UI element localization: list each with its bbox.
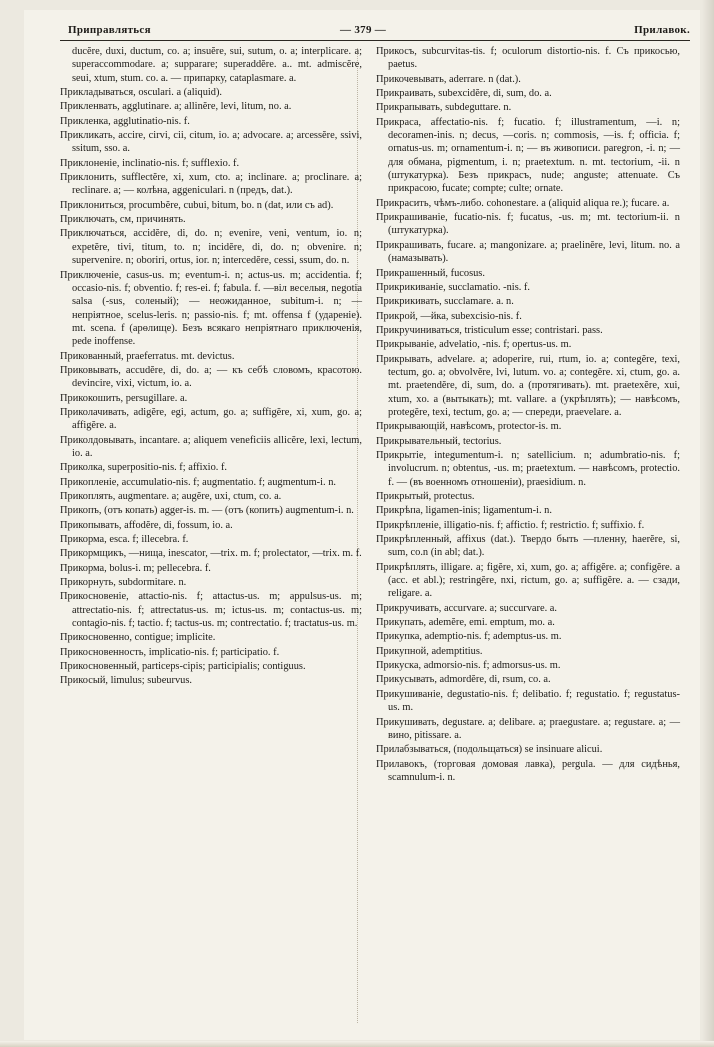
dictionary-entry: Прикленвать, agglutinare. a; allinĕre, levi, litum, no. a. (60, 101, 292, 113)
entry-headword: Прикормщикъ (60, 548, 124, 560)
entry-translation: ademĕre, emi. emptum, mo. a. (428, 617, 555, 629)
entry-headword: Прикупка (376, 631, 420, 643)
dictionary-entry: Прикрасить, чѣмъ-либо. cohonestare. a (aliquid aliqua re.); fucare. a. (376, 197, 670, 209)
entry-translation: см, причинять. (119, 214, 186, 226)
entry-headword: Прикрашивать (376, 239, 442, 251)
entry-translation: superpositio-nis. f; affixio. f. (107, 462, 228, 474)
entry-headword: Прикусывать (376, 674, 435, 686)
dictionary-entry: Прикорма, esca. f; illecebra. f. (60, 534, 189, 546)
dictionary-entry: Прикопъ, (отъ копать) agger-is. m. — (отъ (копить) augmentum-i. n. (60, 505, 354, 517)
entry-translation: affodĕre, di, fossum, io. a. (124, 519, 233, 531)
dictionary-entry: Прикосновенно, contigue; implicite. (60, 632, 216, 644)
dictionary-entry: Приковывать, accudĕre, di, do. a; — къ себѣ словомъ, красотою. devincire, vixi, victum, io. a. (60, 364, 362, 390)
entry-translation: succlamare. a. n. (444, 296, 514, 308)
entry-translation: tristiculum esse; contristari. pass. (464, 324, 603, 336)
entry-headword: Прикраивать (376, 88, 434, 100)
dictionary-entry: Прикрѣплять, illigare. a; figĕre, xi, xum, go. a; affigĕre. a; configĕre. a (acc. et abl.); restringĕre, nxi, rictum, go. a; suffigĕre. a. — сзади, religare. a. (376, 561, 680, 600)
entry-translation: admorsio-nis. f; admorsus-us. m. (423, 660, 561, 672)
entry-translation: accurvare. a; succurvare. a. (443, 602, 558, 614)
page-bottom-shadow (0, 1041, 714, 1047)
entry-translation: degustare. a; delibare. a; praegustare. a; regustare. a; — вино, pitissare. a. (388, 716, 680, 741)
entry-headword: Прикрывающій (376, 421, 446, 433)
entry-headword: Прикрѣпа (376, 505, 421, 517)
dictionary-entry: Прикормщикъ, —нища, inescator, —trix. m. f; prolectator, —trix. m. f. (60, 548, 362, 560)
dictionary-entry: Прикокошить, persugillare. a. (60, 392, 188, 404)
dictionary-entry: Прикосновенный, particeps-cipis; participialis; contiguus. (60, 661, 306, 673)
header-right-word: Прилавок. (634, 24, 690, 36)
entry-translation: accidĕre, di, do. n; evenire, veni, ventum, io. n; expetĕre, tivi, titum, to. n; incidĕre, di, do. n; obvenire. n; supervenire. n; oboriri, ortus, ior. n; intercedĕre, cessi, ssum, do. n. (72, 228, 362, 267)
entry-headword: Прикрѣплять (376, 561, 435, 573)
dictionary-entry: Приколка, superpositio-nis. f; affixio. f. (60, 462, 228, 474)
entry-headword: Прилавокъ (376, 758, 425, 770)
dictionary-entry: Прикрѣпленіе, illigatio-nis. f; affictio. f; restrictio. f; suffixio. f. (376, 519, 645, 531)
dictionary-entry: Прикосый, limulus; subeurvus. (60, 675, 192, 687)
entry-headword: Прилабзываться (376, 744, 449, 756)
entry-headword: Прикладываться (60, 87, 134, 99)
entry-headword: Прикоплять (60, 491, 113, 502)
dictionary-entry: Прикраса, affectatio-nis. f; fucatio. f; illustramentum, —i. n; decoramen-inis. n; decus, —coris. n; commosis, —is. f; officia. f; ornatus-us. m; ornamentum-i. n; — въ живописи. paregron, -i. n; — для обмана, pigmentum, i. n; praetextum. n. mt. tectorium, -ii. n (штукатурка). Безъ прикрасъ, nude; anguste; attenuate. Съ прикрасою, fucate; compte; culte; ornate. (376, 116, 680, 195)
entry-translation: agglutinatio-nis. f. (113, 115, 190, 127)
dictionary-entry: Приключаться, accidĕre, di, do. n; evenire, veni, ventum, io. n; expetĕre, tivi, titum, to. n; incidĕre, di, do. n; obvenire. n; supervenire. n; oboriri, ortus, ior. n; intercedĕre, cessi, ssum, do. n. (60, 228, 362, 267)
dictionary-entry: Прикопывать, affodĕre, di, fossum, io. a. (60, 519, 233, 531)
entry-headword: Прикосый (60, 675, 106, 687)
dictionary-entry: Прикорнуть, subdormitare. n. (60, 577, 187, 589)
entry-headword: Прикушиваніе (376, 688, 441, 700)
dictionary-entry: Прикрывательный, tectorius. (376, 435, 502, 447)
dictionary-entry: Прикрикиваніе, succlamatio. -nis. f. (376, 281, 530, 293)
entry-translation: —йка, subexcisio-nis. f. (420, 310, 522, 322)
entry-headword: Прикрапывать (376, 102, 440, 114)
dictionary-entry: Приключеніе, casus-us. m; eventum-i. n; actus-us. m; accidentia. f; occasio-nis. f; obventio. f; res-ei. f; fabula. f. —віл веселыя, negotia salsa (-sus, соленый); — неожиданное, subitum-i. n; — непріятное, scelus-leris. n; passio-nis. f; mt. offensa f (удареніе). mt. scena. f (арѳлище). Безъ всякаго непріятнаго приключенія, pede inoffense. (60, 269, 362, 348)
entry-translation: augmentare. a; augĕre, uxi, ctum, co. a. (117, 491, 282, 502)
entry-translation: affectatio-nis. f; fucatio. f; illustramentum, —i. n; decoramen-inis. n; decus, —coris. n; commosis, —is. f; officia. f; ornatus-us. m; ornamentum-i. n; — въ живописи. paregron, -i. n; — для обмана, pigmentum, i. n; praetextum. n. mt. tectorium, -ii. n (штукатурка). Безъ прикрасъ, nude; anguste; attenuate. Съ прикрасою, fucate; compte; culte; ornate. (388, 116, 680, 195)
entry-translation: ademptitius. (431, 645, 483, 657)
dictionary-entry: Приклонить, sufflectĕre, xi, xum, cto. a; inclinare. a; proclinare. a; reclinare. a; — колѣна, aggeniculari. n (предъ, dat.). (60, 172, 362, 197)
dictionary-entry: Прилабзываться, (подольщаться) se insinuare alicui. (376, 744, 603, 756)
entry-headword: Прикосновеніе (60, 591, 127, 603)
entry-headword: Прикленка (60, 115, 109, 127)
entry-translation: praeferratus. mt. devictus. (126, 350, 235, 362)
entry-translation: fucosus. (450, 267, 485, 279)
dictionary-entry (60, 45, 362, 85)
entry-headword: Приклоненіе (60, 157, 117, 169)
dictionary-entry: Прикупной, ademptitius. (376, 645, 483, 657)
dictionary-entry: Прикручивать, accurvare. a; succurvare. a. (376, 602, 558, 614)
entry-translation: procumbĕre, cubui, bitum, bo. n (dat, или съ ad). (128, 199, 334, 211)
entry-headword: Прикосновенность (60, 646, 144, 658)
dictionary-entry: Приклониться, procumbĕre, cubui, bitum, bo. n (dat, или съ ad). (60, 199, 334, 211)
entry-headword: Прикопывать (60, 519, 119, 531)
entry-headword: Приключать (60, 214, 115, 226)
entry-translation: ademptio-nis. f; ademptus-us. m. (424, 631, 562, 643)
entry-headword: Прикопъ (60, 505, 99, 517)
entry-translation: чѣмъ-либо. cohonestare. a (aliquid aliqua re.); fucare. a. (433, 197, 670, 209)
dictionary-entry: Прикрытіе, integumentum-i. n; satellicium. n; adumbratio-nis. f; involucrum. n; obtentus, -us. m; praetextum. — навѣсомъ, protectio. f. — (въ военномъ отношеніи), praesidium. n. (376, 449, 680, 488)
entry-translation: subdeguttare. n. (445, 102, 512, 114)
entry-translation: (подольщаться) se insinuare alicui. (453, 744, 603, 756)
entry-translation: accumulatio-nis. f; augmentatio. f; augmentum-i. n. (121, 476, 337, 488)
dictionary-entry: Прикоплять, augmentare. a; augĕre, uxi, ctum, co. a. (60, 491, 282, 502)
entry-headword: Прикосъ (376, 46, 415, 57)
dictionary-entry: Прикрѣпленный, affixus (dat.). Твердо быть —пленну, haerĕre, si, sum, co.n (in abl; dat.). (376, 534, 680, 559)
entry-translation: (торговая домовая лавка), pergula. — для сидѣнья, scamnulum-i. n. (388, 758, 680, 783)
entry-translation: bolus-i. m; pellecebra. f. (109, 562, 211, 574)
dictionary-entry: Приколдовывать, incantare. a; aliquem veneficiis allicĕre, lexi, lectum, io. a. (60, 434, 362, 459)
entry-headword: Прикрытіе (376, 449, 424, 461)
entry-translation: particeps-cipis; participialis; contiguus. (141, 661, 306, 673)
dictionary-entry: Прикусывать, admordĕre, di, rsum, co. a. (376, 674, 551, 686)
entry-translation: protectus. (433, 491, 475, 502)
entry-translation: esca. f; illecebra. f. (109, 534, 189, 546)
entry-translation: integumentum-i. n; satellicium. n; adumbratio-nis. f; involucrum. n; obtentus, -us. m; praetextum. — навѣсомъ, protectio. f. — (въ военномъ отношеніи), praesidium. n. (388, 449, 680, 488)
dictionary-entry: Приключать, см, причинять. (60, 214, 186, 226)
page-edge-shadow (702, 0, 714, 1047)
entry-translation: persugillare. a. (125, 392, 188, 404)
entry-translation: casus-us. m; eventum-i. n; actus-us. m; accidentia. f; occasio-nis. f; obventio. f; res-ei. f; fabula. f. —віл веселыя, negotia salsa (-sus, соленый); — неожиданное, subitum-i. n; — непріятное, scelus-leris. n; passio-nis. f; mt. offensa f (удареніе). mt. scena. f (арѳлище). Безъ всякаго непріятнаго приключенія, pede inoffense. (72, 269, 362, 348)
entry-headword: Прикрой (376, 310, 416, 322)
dictionary-entry: Прикраивать, subexcidĕre, di, sum, do. a. (376, 88, 552, 100)
entry-translation: contigue; implicite. (134, 632, 216, 644)
dictionary-entry: Прилавокъ, (торговая домовая лавка), pergula. — для сидѣнья, scamnulum-i. n. (376, 758, 680, 783)
left-column (60, 45, 362, 689)
entry-headword: Приколачивать (60, 406, 127, 418)
entry-translation: subdormitare. n. (118, 577, 187, 589)
entry-headword: Прикрѣпленіе (376, 519, 439, 531)
entry-translation: agglutinare. a; allinĕre, levi, litum, no. a. (122, 101, 292, 113)
dictionary-entry: Прикручиниваться, tristiculum esse; contristari. pass. (376, 324, 603, 336)
entry-translation: fucatio-nis. f; fucatus, -us. m; mt. tectorium-ii. n (штукатурка). (388, 212, 681, 237)
entry-headword: Прикрикиваніе (376, 281, 444, 293)
entry-headword: Прикрикивать (376, 296, 440, 308)
entry-translation: osculari. a (aliquid). (138, 87, 223, 99)
dictionary-entry: Прикрашиваніе, fucatio-nis. f; fucatus, -us. m; mt. tectorium-ii. n (штукатурка). (376, 212, 681, 237)
entry-translation: —нища, inescator, —trix. m. f; prolectator, —trix. m. f. (128, 548, 362, 560)
entry-headword: Приклониться (60, 199, 124, 211)
entry-headword: Прикосновенно (60, 632, 130, 644)
entry-headword: Прикопленіе (60, 476, 117, 488)
entry-headword: Прикокошить (60, 392, 121, 404)
entry-headword: Прикупать (376, 617, 424, 629)
dictionary-entry: Прикликать, accire, cirvi, cii, citum, io. a; advocare. a; arcessĕre, ssivi, ssitum, sso. a. (60, 130, 362, 155)
dictionary-entry: Приклоненіе, inclinatio-nis. f; sufflexio. f. (60, 157, 240, 169)
entry-translation: tectorius. (462, 435, 502, 447)
entry-headword: Приковывать (60, 364, 119, 376)
entry-headword: Прикрываніе (376, 339, 434, 351)
entry-translation: subcurvitas-tis. f; oculorum distortio-nis. f. Съ прикосью, paetus. (388, 46, 680, 71)
entry-headword: Прикочевывать (376, 73, 444, 85)
entry-translation: ligamen-inis; ligamentum-i. n. (425, 505, 552, 517)
dictionary-entry: Прикуска, admorsio-nis. f; admorsus-us. m. (376, 660, 561, 672)
entry-translation: subexcidĕre, di, sum, do. a. (438, 88, 552, 100)
entry-headword: Приколдовывать (60, 434, 134, 446)
dictionary-entry: Прикованный, praeferratus. mt. devictus. (60, 350, 235, 362)
entry-translation: illigare. a; figĕre, xi, xum, go. a; affigĕre. a; configĕre. a (acc. et abl.); restringĕre, nxi, rictum, go. a; suffigĕre. a. — сзади, religare. a. (388, 561, 680, 600)
entry-headword: Прикленвать (60, 101, 118, 113)
dictionary-entry: Прикленка, agglutinatio-nis. f. (60, 115, 190, 127)
entry-headword: Прикорнуть (60, 577, 114, 589)
dictionary-entry: Приколачивать, adigĕre, egi, actum, go. a; suffigĕre, xi, xum, go. a; affigĕre. a. (60, 406, 362, 432)
entry-translation: aderrare. n (dat.). (449, 73, 521, 85)
dictionary-entry: Прикупать, ademĕre, emi. emptum, mo. a. (376, 617, 555, 629)
dictionary-entry: Прикушиваніе, degustatio-nis. f; delibatio. f; regustatio. f; regustatus-us. m. (376, 688, 681, 714)
entry-translation: admordĕre, di, rsum, co. a. (439, 674, 551, 686)
entry-translation: accudĕre, di, do. a; — къ себѣ словомъ, красотою. devincire, vixi, victum, io. a. (72, 364, 362, 390)
dictionary-entry: Прикосъ, subcurvitas-tis. f; oculorum distortio-nis. f. Съ прикосью, paetus. (376, 46, 680, 71)
page-number: — 379 — (340, 24, 387, 36)
entry-headword: Прикорма (60, 562, 105, 574)
dictionary-entry: Прикрашивать, fucare. a; mangonizare. a; praelinĕre, levi, litum. no. a (намазывать). (376, 239, 680, 265)
header-rule (60, 40, 690, 41)
entry-translation: (отъ копать) agger-is. m. — (отъ (копить) augmentum-i. n. (104, 505, 354, 517)
entry-translation: affixus (dat.). Твердо быть —пленну, haerĕre, si, sum, co.n (in abl; dat.). (388, 534, 680, 559)
dictionary-entry: Прикушивать, degustare. a; delibare. a; praegustare. a; regustare. a; — вино, pitissare. a. (376, 716, 680, 741)
dictionary-entry: Прикрикивать, succlamare. a. n. (376, 296, 514, 308)
dictionary-entry: Прикрапывать, subdeguttare. n. (376, 102, 512, 114)
entry-translation: succlamatio. -nis. f. (448, 281, 530, 293)
entry-headword: Прикрасить (376, 197, 429, 209)
entry-headword: Приколка (60, 462, 103, 474)
entry-translation: accire, cirvi, cii, citum, io. a; advocare. a; arcessĕre, ssivi, ssitum, sso. a. (72, 130, 362, 155)
entry-headword: Прикручивать (376, 602, 439, 614)
entry-translation: implicatio-nis. f; participatio. f. (148, 646, 280, 658)
entry-headword: Прикрѣпленный (376, 534, 450, 546)
entry-headword: Прикосновенный (60, 661, 137, 673)
entry-headword: Прикрытый (376, 491, 429, 502)
entry-headword: Прикрашиваніе (376, 212, 446, 224)
entry-translation: sufflectĕre, xi, xum, cto. a; inclinare. a; proclinare. a; reclinare. a; — колѣна, aggeniculari. n (предъ, dat.). (72, 172, 362, 197)
entry-translation: fucare. a; mangonizare. a; praelinĕre, levi, litum. no. a (намазывать). (388, 239, 680, 265)
entry-headword: Прикрывать (376, 353, 430, 365)
dictionary-entry: Прикрашенный, fucosus. (376, 267, 485, 279)
dictionary-entry: Прикрывать, advelare. a; adoperire, rui, rtum, io. a; contegĕre, texi, tectum, go. a; obvolvĕre, lvi, lutum. vo. a; contegĕre. xi, ctum, go. a. mt. praetendĕre, di, sum, do. a (протягивать). mt. praetexĕre, xui, xtum, xo. a (вытыкать); mt. vallare. a (укрѣплять); — навѣсомъ, protegĕre, texi, tectum, go. a; — спереди, praevelare. a. (376, 353, 680, 418)
dictionary-entry: Прикрой, —йка, subexcisio-nis. f. (376, 310, 522, 322)
running-header (60, 24, 690, 40)
entry-headword: Прикрашенный (376, 267, 446, 279)
dictionary-entry: Прикрѣпа, ligamen-inis; ligamentum-i. n. (376, 505, 552, 517)
entry-translation: ducĕre, duxi, ductum, co. a; insuĕre, sui, sutum, o. a; interplicare. a; superaccommodare. a; supparare; superaddĕre. a.. mt. admiscĕre, seui, xtum, stum. co. a. — припарку, cataplasmare. a. (72, 46, 362, 84)
header-left-word: Приправляться (68, 24, 151, 36)
dictionary-entry: Прикопленіе, accumulatio-nis. f; augmentatio. f; augmentum-i. n. (60, 476, 337, 488)
entry-headword: Приключеніе (60, 269, 119, 281)
entry-headword: Прикованный (60, 350, 122, 362)
entry-translation: advelatio, -nis. f; opertus-us. m. (439, 339, 572, 351)
dictionary-entry: Прикорма, bolus-i. m; pellecebra. f. (60, 562, 211, 574)
dictionary-entry: Прикладываться, osculari. a (aliquid). (60, 87, 223, 99)
entry-translation: attactio-nis. f; attactus-us. m; appulsus-us. m; attrectatio-nis. f; attrectatus-us. m; ictus-us. m; contactus-us. m; contagio-nis. f; tactio. f; tactus-us. m; contrectatio. f; tractatus-us. m. (72, 591, 362, 630)
entry-translation: degustatio-nis. f; delibatio. f; regustatio. f; regustatus-us. m. (388, 688, 681, 714)
entry-translation: incantare. a; aliquem veneficiis allicĕre, lexi, lectum, io. a. (72, 434, 362, 459)
entry-headword: Прикраса (376, 116, 419, 128)
dictionary-entry: Прикрывающій, навѣсомъ, protector-is. m. (376, 421, 562, 433)
entry-translation: навѣсомъ, protector-is. m. (450, 421, 562, 433)
entry-headword: Прикликать (60, 130, 113, 142)
entry-headword: Приклонить (60, 172, 115, 184)
entry-headword: Прикупной (376, 645, 427, 657)
dictionary-entry: Прикрытый, protectus. (376, 491, 475, 502)
right-column (376, 45, 680, 785)
entry-translation: inclinatio-nis. f; sufflexio. f. (122, 157, 240, 169)
entry-translation: adigĕre, egi, actum, go. a; suffigĕre, xi, xum, go. a; affigĕre. a. (72, 406, 362, 432)
dictionary-entry: Прикочевывать, aderrare. n (dat.). (376, 73, 521, 85)
dictionary-entry: Прикосновенность, implicatio-nis. f; participatio. f. (60, 646, 280, 658)
entry-headword: Прикручиниваться (376, 324, 460, 336)
entry-headword: Прикуска (376, 660, 419, 672)
entry-translation: limulus; subeurvus. (110, 675, 192, 687)
entry-headword: Прикушивать (376, 716, 437, 728)
entry-headword: Приключаться (60, 228, 125, 240)
dictionary-entry: Прикосновеніе, attactio-nis. f; attactus-us. m; appulsus-us. m; attrectatio-nis. f; attrectatus-us. m; ictus-us. m; contactus-us. m; contagio-nis. f; tactio. f; tactus-us. m; contrectatio. f; tractatus-us. m. (60, 591, 362, 630)
entry-translation: illigatio-nis. f; affictio. f; restrictio. f; suffixio. f. (443, 519, 645, 531)
entry-translation: advelare. a; adoperire, rui, rtum, io. a; contegĕre, texi, tectum, go. a; obvolvĕre, lvi, lutum. vo. a; contegĕre. xi, ctum, go. a. mt. praetendĕre, di, sum, do. a (протягивать). mt. praetexĕre, xui, xtum, xo. a (вытыкать); mt. vallare. a (укрѣплять); — навѣсомъ, protegĕre, texi, tectum, go. a; — спереди, praevelare. a. (388, 353, 680, 418)
dictionary-entry: Прикупка, ademptio-nis. f; ademptus-us. m. (376, 631, 562, 643)
dictionary-entry: Прикрываніе, advelatio, -nis. f; opertus-us. m. (376, 339, 572, 351)
entry-headword: Прикорма (60, 534, 105, 546)
entry-headword: Прикрывательный (376, 435, 458, 447)
